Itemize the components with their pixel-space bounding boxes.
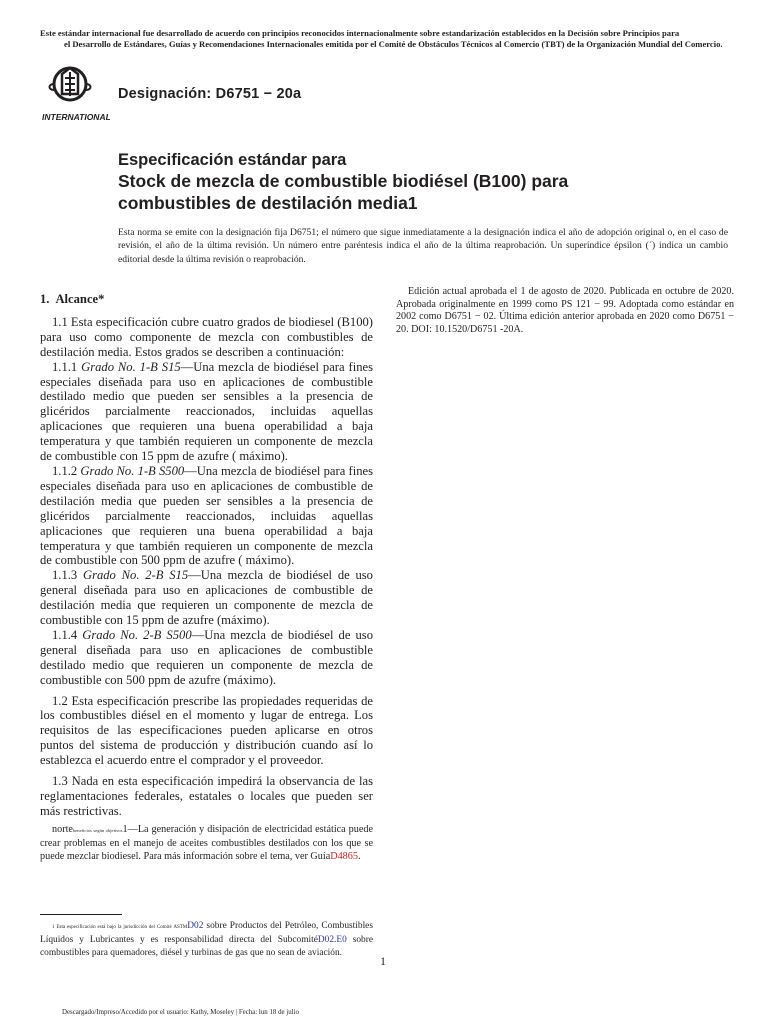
left-column xyxy=(40,292,373,863)
section-number: 1. xyxy=(40,292,50,306)
header-notice xyxy=(40,28,730,49)
paragraph-1-3: 1.3 Nada en esta especificación impedirá la observancia de las reglamentaciones federales, estatales o locales que pueden ser más restrictivas. xyxy=(40,774,373,818)
paragraph-1-1: 1.1 Esta especificación cubre cuatro grados de biodiesel (B100) para uso como componente de mezcla con combustibles de destilación media. Estos grados se describen a continuación: xyxy=(40,314,373,359)
paragraph-text: —Una mezcla de biodiésel de uso general diseñada para uso en aplicaciones de combustible destilado medio que requieren un componente de mezcla de combustible con 500 ppm de azufre (máximo). xyxy=(40,627,373,687)
paragraph-1-1-2 xyxy=(40,464,373,568)
document-title xyxy=(118,150,738,214)
grade-name: Grado No. 1-B S15 xyxy=(81,359,181,374)
download-line: Descargado/Impreso/Accedido por el usuario: Kathy, Moseley | Fecha: lun 18 de julio xyxy=(62,1009,299,1016)
paragraph-number: 1.1.2 xyxy=(52,463,78,478)
astm-logo-icon xyxy=(40,60,110,124)
title-line2: Stock de mezcla de combustible biodiésel (B100) para xyxy=(118,171,569,191)
title-line1: Especificación estándar para xyxy=(118,151,347,169)
paragraph-number: 1.1.4 xyxy=(52,627,78,642)
paragraph-1-1-3 xyxy=(40,568,373,628)
paragraph-text: —Una mezcla de biodiésel para fines especiales diseñada para uso en aplicaciones de combustible destilado medio que pueden ser sensibles a la presencia de glicéridos parcialmente reaccionados, incluidas aquellas aplicaciones que requieren una buena operabilidad a baja temperatura y que también requieren un componente de mezcla de combustible con 15 ppm de azufre ( máximo). xyxy=(40,359,373,464)
note-1 xyxy=(40,823,373,864)
note-lead: norte xyxy=(52,823,73,835)
paragraph-text: —Una mezcla de biodiésel de uso general diseñada para uso en aplicaciones de combustible de destilación media que requieren un componente de mezcla de combustible con 15 ppm de azufre (máximo). xyxy=(40,568,373,628)
paragraph-number: 1.1.1 xyxy=(52,359,78,374)
grade-name: Grado No. 2-B S500 xyxy=(82,627,192,642)
paragraph-1-1-1 xyxy=(40,360,373,464)
footnote xyxy=(40,920,373,959)
page-number: 1 xyxy=(380,954,386,968)
note-text: 1—La generación y disipación de electricidad estática puede crear problemas en el manejo de aceites combustibles destilados con los que se puede mezclar biodiesel. Para más información sobre el tema, ver Guía xyxy=(40,823,373,863)
astm-international-logo xyxy=(40,60,110,124)
grade-name: Grado No. 2-B S15 xyxy=(82,568,189,583)
designation: Designación: D6751 − 20a xyxy=(118,86,302,102)
issue-note: Esta norma se emite con la designación fija D6751; el número que sigue inmediatamente a la designación indica el año de adopción original o, en el caso de revisión, el año de la última revisión. Un número entre paréntesis indica el año de la última reaprobación. Un superíndice épsilon (´) indica un cambio editorial desde la última revisión o reaprobación. xyxy=(118,227,728,265)
edition-note: Edición actual aprobada el 1 de agosto de 2020. Publicada en octubre de 2020. Aprobada originalmente en 1999 como PS 121 − 99. Adoptada como estándar en 2002 como D6751 − 02. Última edición anterior aprobada en 2020 como D6751 − 20. DOI: 10.1520/D6751 -20A. xyxy=(396,286,734,336)
note-end: . xyxy=(357,851,361,863)
footnote-tiny-text: 1 Esta especificación está bajo la jurisdicción del Comité ASTM xyxy=(52,925,188,930)
header-notice-line2: el Desarrollo de Estándares, Guías y Recomendaciones Internacionales emitida por el Comité de Obstáculos Técnicos al Comercio (TBT) de la Organización Mundial del Comercio. xyxy=(64,38,723,49)
subcommittee-link-d02e0[interactable]: D02.E0 xyxy=(317,935,347,946)
grade-name: Grado No. 1-B S500 xyxy=(80,463,185,478)
note-tiny-text: beneficios según objetivos xyxy=(72,827,123,833)
title-line3: combustibles de destilación media1 xyxy=(118,193,418,213)
logo-text: INTERNATIONAL xyxy=(42,112,110,122)
committee-link-d02[interactable]: D02 xyxy=(187,921,204,931)
paragraph-text: —Una mezcla de biodiésel para fines especiales diseñada para uso en aplicaciones de combustible de destilación media que pueden ser sensibles a la presencia de glicéridos parcialmente reaccionados, incluidas aquellas aplicaciones que requieren una buena operabilidad a baja temperatura y que también requieren un componente de mezcla de combustible con 500 ppm de azufre ( máximo). xyxy=(40,463,373,568)
section-heading xyxy=(40,292,373,307)
header-notice-line1: Este estándar internacional fue desarrollado de acuerdo con principios reconocidos internacionalmente sobre estandarización establecidos en la Decisión sobre Principios para xyxy=(40,28,680,38)
footnote-text2: sobre combustibles para quemadores, diésel y turbinas de gas que no sean de aviación. xyxy=(40,935,374,958)
paragraph-number: 1.1.3 xyxy=(52,568,78,583)
paragraph-1-2: 1.2 Esta especificación prescribe las propiedades requeridas de los combustibles diésel en el momento y lugar de entrega. Los requisitos de las especificaciones pueden aplicarse en otros puntos del sistema de producción y distribución cuando así lo establezca el acuerdo entre el comprador y el proveedor. xyxy=(40,693,373,768)
section-title: Alcance* xyxy=(55,292,105,306)
footnote-divider xyxy=(40,914,122,915)
footnote-text1: sobre Productos del Petróleo, Combustibles Líquidos y Lubricantes y es responsabilidad directa del Subcomité xyxy=(40,921,373,946)
reference-link-d4865[interactable]: D4865 xyxy=(330,851,358,863)
paragraph-1-1-4 xyxy=(40,628,373,688)
